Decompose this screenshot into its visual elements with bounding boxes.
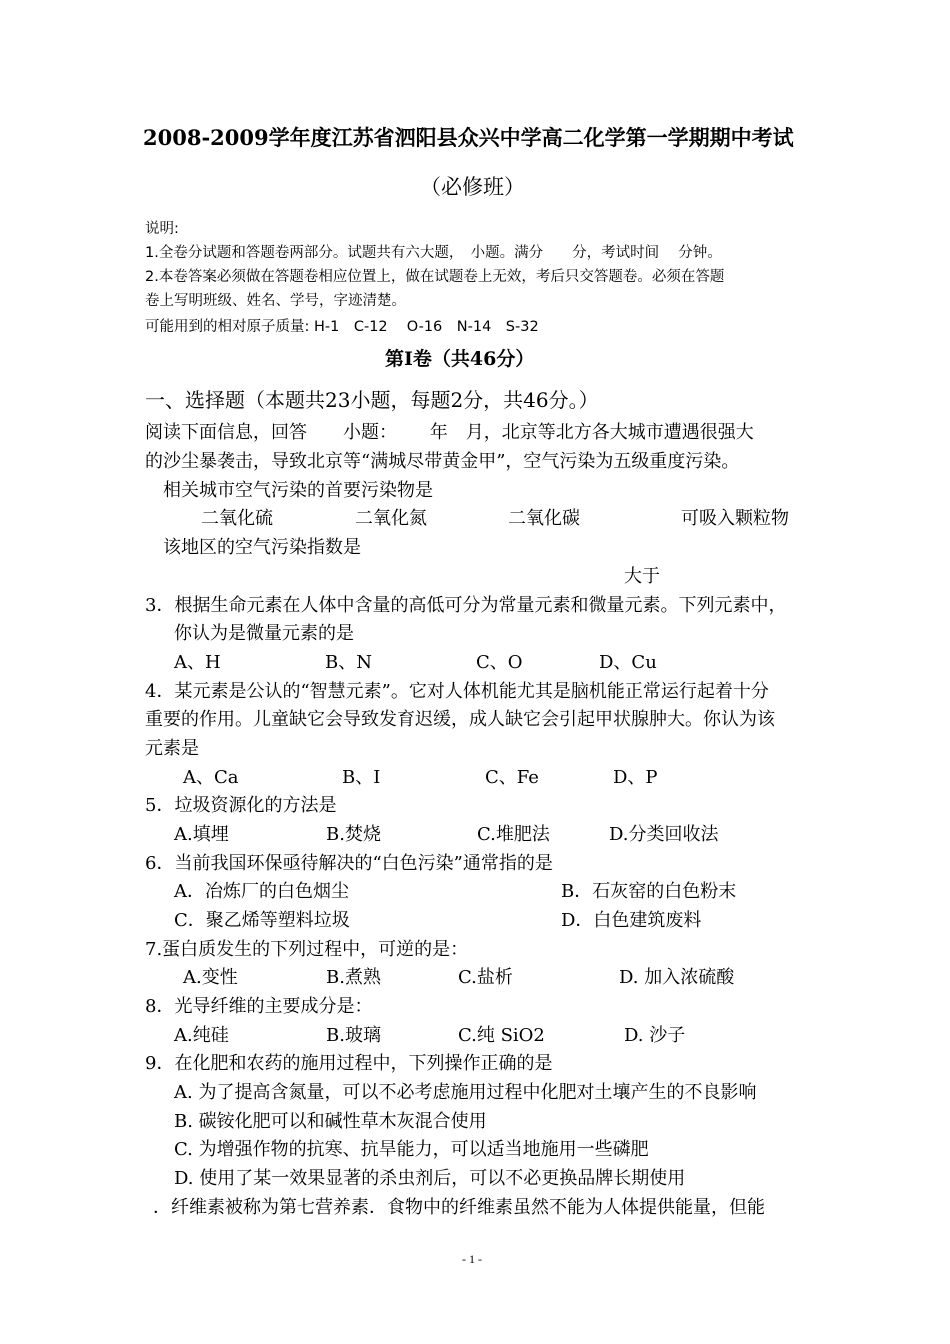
question-3-stem-2: 你认为是微量元素的是 <box>174 623 354 644</box>
question-4-option-d: D、P <box>613 767 658 788</box>
section-1-title: 一、选择题（本题共23小题，每题2分，共46分。） <box>145 388 599 412</box>
question-7-option-c: C.盐析 <box>458 967 513 988</box>
atomic-mass-line: 可能用到的相对原子质量: H-1 C-12 O-16 N-14 S-32 <box>145 319 539 335</box>
question-9-stem: 9．在化肥和农药的施用过程中，下列操作正确的是 <box>145 1053 553 1074</box>
question-2-stem: 该地区的空气污染指数是 <box>163 537 361 558</box>
question-9-option-d: D. 使用了某一效果显著的杀虫剂后，可以不必更换品牌长期使用 <box>174 1168 686 1189</box>
instructions-label: 说明: <box>145 221 179 237</box>
question-4-stem-3: 元素是 <box>145 738 199 759</box>
question-4-option-b: B、I <box>342 767 381 788</box>
question-3-option-c: C、O <box>476 652 523 673</box>
question-1-option-c: 二氧化碳 <box>508 508 580 529</box>
question-3-option-a: A、H <box>174 652 221 673</box>
question-1-option-b: 二氧化氮 <box>355 508 427 529</box>
question-5-option-c: C.堆肥法 <box>477 824 550 845</box>
question-3-option-d: D、Cu <box>599 652 657 673</box>
instruction-line-3: 卷上写明班级、姓名、学号，字迹清楚。 <box>145 293 406 309</box>
question-7-option-d: D. 加入浓硫酸 <box>619 967 735 988</box>
question-2-option-d: 大于 <box>624 566 660 587</box>
question-1-stem: 相关城市空气污染的首要污染物是 <box>163 480 433 501</box>
question-7-option-b: B.煮熟 <box>326 967 381 988</box>
question-7-stem: 7.蛋白质发生的下列过程中，可逆的是： <box>145 939 469 960</box>
question-8-stem: 8．光导纤维的主要成分是： <box>145 996 373 1017</box>
question-8-option-d: D. 沙子 <box>624 1025 686 1046</box>
question-5-stem: 5．垃圾资源化的方法是 <box>145 795 337 816</box>
question-4-stem-1: 4．某元素是公认的“智慧元素”。它对人体机能尤其是脑机能正常运行起着十分 <box>145 681 769 702</box>
question-9-option-b: B. 碳铵化肥可以和碱性草木灰混合使用 <box>174 1111 487 1132</box>
question-10-stem: ．纤维素被称为第七营养素．食物中的纤维素虽然不能为人体提供能量，但能 <box>153 1197 765 1218</box>
question-3-option-b: B、N <box>325 652 372 673</box>
page-number: - 1 - <box>462 1252 482 1266</box>
question-3-stem-1: 3．根据生命元素在人体中含量的高低可分为常量元素和微量元素。下列元素中， <box>145 595 787 616</box>
question-8-option-b: B.玻璃 <box>326 1025 381 1046</box>
question-4-option-a: A、Ca <box>183 767 239 788</box>
question-8-option-a: A.纯硅 <box>174 1025 229 1046</box>
part-1-title: 第Ⅰ卷（共46分） <box>385 348 535 370</box>
question-6-stem: 6．当前我国环保亟待解决的“白色污染”通常指的是 <box>145 853 553 874</box>
question-9-option-c: C. 为增强作物的抗寒、抗旱能力，可以适当地施用一些磷肥 <box>174 1139 649 1160</box>
instruction-line-2: 2.本卷答案必须做在答题卷相应位置上，做在试题卷上无效，考后只交答题卷。必须在答题 <box>145 269 725 285</box>
question-6-option-d: D．白色建筑废料 <box>561 910 702 931</box>
question-4-option-c: C、Fe <box>485 767 539 788</box>
question-6-option-c: C．聚乙烯等塑料垃圾 <box>174 910 350 931</box>
question-9-option-a: A. 为了提高含氮量，可以不必考虑施用过程中化肥对土壤产生的不良影响 <box>174 1082 757 1103</box>
question-7-option-a: A.变性 <box>183 967 238 988</box>
question-1-option-d: 可吸入颗粒物 <box>681 508 789 529</box>
question-6-option-b: B．石灰窑的白色粉末 <box>561 881 737 902</box>
passage-line-1: 阅读下面信息，回答 小题： 年 月，北京等北方各大城市遭遇很强大 <box>145 422 754 443</box>
question-5-option-d: D.分类回收法 <box>609 824 719 845</box>
exam-title: 2008-2009学年度江苏省泗阳县众兴中学高二化学第一学期期中考试 <box>143 125 794 150</box>
question-6-option-a: A．冶炼厂的白色烟尘 <box>174 881 349 902</box>
passage-line-2: 的沙尘暴袭击，导致北京等“满城尽带黄金甲”，空气污染为五级重度污染。 <box>145 451 740 472</box>
instruction-line-1: 1.全卷分试题和答题卷两部分。试题共有六大题， 小题。满分 分，考试时间 分钟。 <box>145 245 722 261</box>
exam-subtitle: （必修班） <box>420 175 525 199</box>
question-5-option-a: A.填埋 <box>174 824 229 845</box>
question-1-option-a: 二氧化硫 <box>201 508 273 529</box>
question-5-option-b: B.焚烧 <box>326 824 381 845</box>
question-4-stem-2: 重要的作用。儿童缺它会导致发育迟缓，成人缺它会引起甲状腺肿大。你认为该 <box>145 709 775 730</box>
question-8-option-c: C.纯 SiO2 <box>458 1025 545 1046</box>
